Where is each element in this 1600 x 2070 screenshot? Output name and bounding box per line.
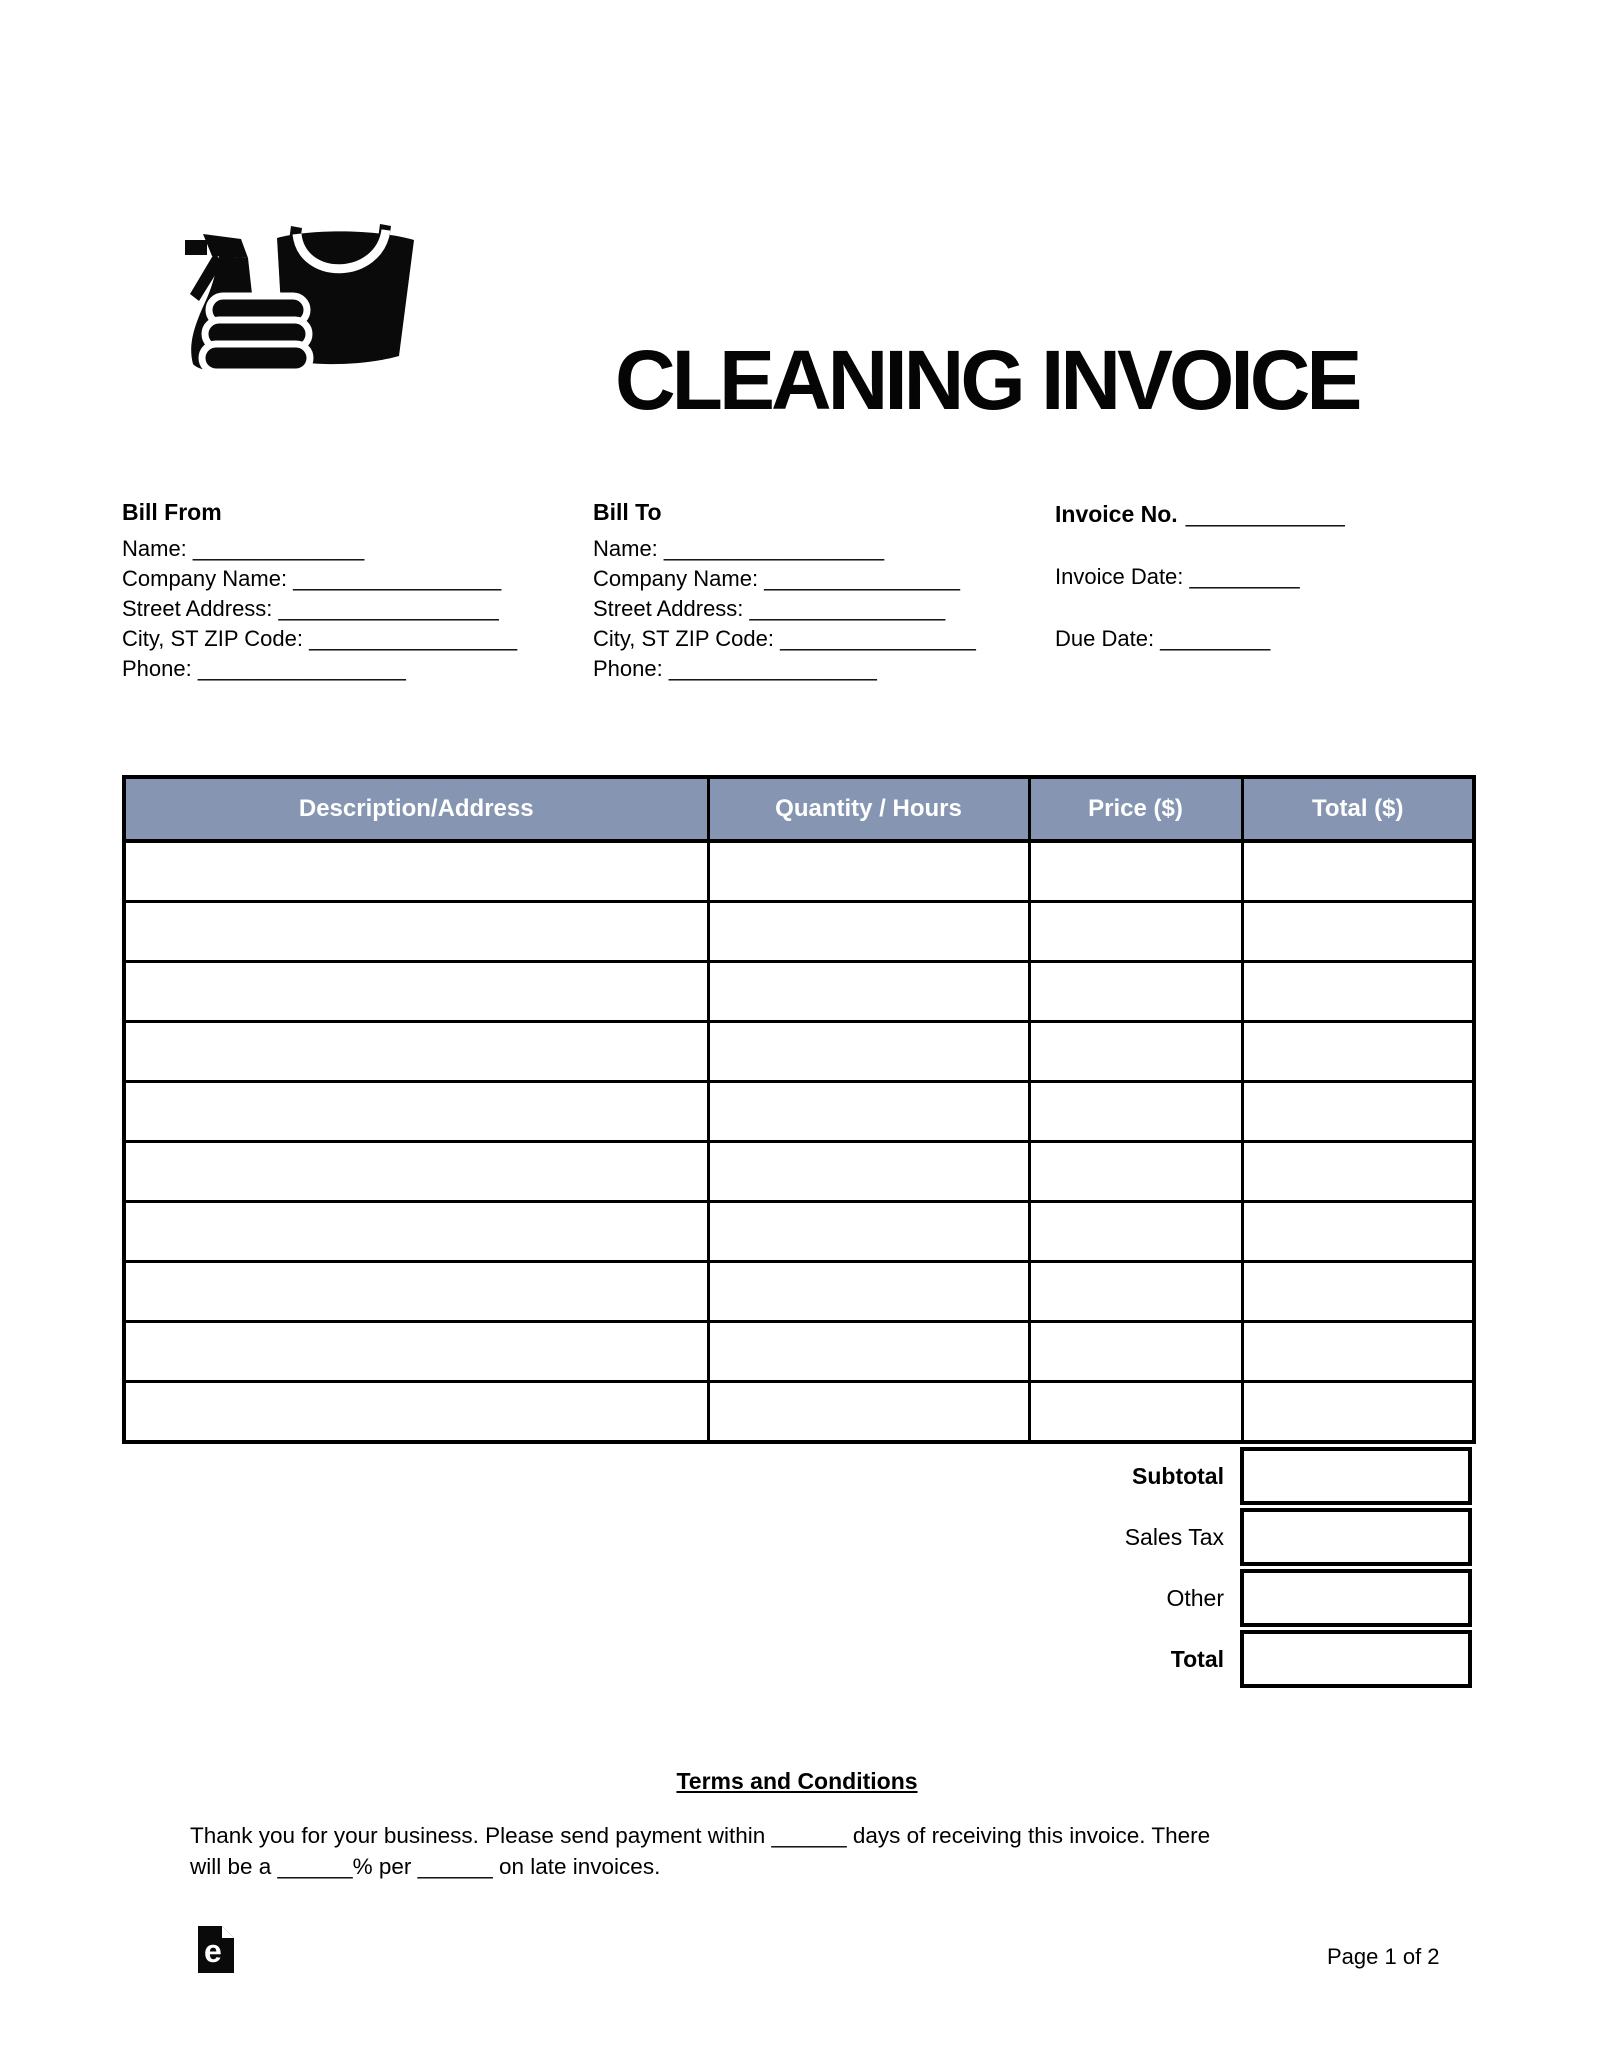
table-row bbox=[124, 1142, 1474, 1202]
table-row bbox=[124, 1322, 1474, 1382]
table-cell[interactable] bbox=[1029, 1202, 1242, 1262]
table-cell[interactable] bbox=[1242, 1382, 1474, 1443]
table-cell[interactable] bbox=[1242, 1262, 1474, 1322]
column-header-price: Price ($) bbox=[1029, 777, 1242, 841]
table-cell[interactable] bbox=[1242, 1142, 1474, 1202]
table-cell[interactable] bbox=[124, 1022, 708, 1082]
table-cell[interactable] bbox=[124, 1322, 708, 1382]
invoice-number-blank: _____________ bbox=[1185, 502, 1345, 527]
sales-tax-row bbox=[122, 1508, 1472, 1566]
column-header-total: Total ($) bbox=[1242, 777, 1474, 841]
subtotal-label: Subtotal bbox=[1132, 1462, 1224, 1489]
spray-head bbox=[203, 234, 248, 258]
bill-from-company-line: Company Name: _________________ bbox=[122, 566, 502, 591]
spray-nozzle bbox=[185, 240, 207, 255]
table-cell[interactable] bbox=[124, 1382, 708, 1443]
invoice-table-body bbox=[124, 841, 1474, 1442]
table-cell[interactable] bbox=[1029, 1082, 1242, 1142]
cleaning-supplies-icon bbox=[185, 224, 417, 372]
bill-to-name-line: Name: __________________ bbox=[593, 536, 885, 561]
table-cell[interactable] bbox=[1029, 902, 1242, 962]
table-cell[interactable] bbox=[708, 962, 1029, 1022]
terms-heading: Terms and Conditions bbox=[676, 1768, 918, 1794]
bill-from-name-line: Name: ______________ bbox=[122, 536, 365, 561]
table-cell[interactable] bbox=[1242, 902, 1474, 962]
due-date-line: Due Date: _________ bbox=[1055, 626, 1271, 651]
table-row bbox=[124, 962, 1474, 1022]
bill-from-city-line: City, ST ZIP Code: _________________ bbox=[122, 626, 518, 651]
subtotal-value-box[interactable] bbox=[1240, 1447, 1472, 1505]
towel-bottom bbox=[202, 344, 310, 372]
total-row bbox=[122, 1630, 1472, 1688]
bill-from-street-line: Street Address: __________________ bbox=[122, 596, 499, 621]
bill-to-company-line: Company Name: ________________ bbox=[593, 566, 960, 591]
table-cell[interactable] bbox=[124, 1082, 708, 1142]
total-label: Total bbox=[1170, 1645, 1224, 1672]
table-row bbox=[124, 1082, 1474, 1142]
table-row bbox=[124, 1382, 1474, 1443]
table-cell[interactable] bbox=[708, 841, 1029, 902]
table-cell[interactable] bbox=[124, 962, 708, 1022]
folded-corner bbox=[222, 1926, 234, 1938]
table-cell[interactable] bbox=[1029, 1262, 1242, 1322]
table-cell[interactable] bbox=[708, 1322, 1029, 1382]
bill-to-city-line: City, ST ZIP Code: ________________ bbox=[593, 626, 976, 651]
sales-tax-value-box[interactable] bbox=[1240, 1508, 1472, 1566]
total-value-box[interactable] bbox=[1240, 1630, 1472, 1688]
bill-from-section bbox=[122, 500, 517, 684]
logo-letter: e bbox=[204, 1933, 222, 1969]
table-row bbox=[124, 902, 1474, 962]
invoice-meta-section bbox=[1055, 500, 1345, 687]
table-row bbox=[124, 841, 1474, 902]
invoice-date-line: Invoice Date: _________ bbox=[1055, 564, 1300, 589]
column-header-quantity: Quantity / Hours bbox=[708, 777, 1029, 841]
bill-to-street-line: Street Address: ________________ bbox=[593, 596, 946, 621]
table-cell[interactable] bbox=[1242, 1022, 1474, 1082]
terms-paragraph bbox=[190, 1820, 1210, 1882]
table-cell[interactable] bbox=[708, 1082, 1029, 1142]
terms-line-1: Thank you for your business. Please send payment within ______ days of receiving this invoice. There bbox=[190, 1823, 1211, 1848]
bill-to-heading: Bill To bbox=[593, 499, 662, 525]
table-cell[interactable] bbox=[1029, 962, 1242, 1022]
column-header-description: Description/Address bbox=[124, 777, 708, 841]
summary-section bbox=[122, 1447, 1472, 1691]
table-row bbox=[124, 1202, 1474, 1262]
bill-from-heading: Bill From bbox=[122, 499, 222, 525]
table-cell[interactable] bbox=[708, 1262, 1029, 1322]
table-cell[interactable] bbox=[708, 1202, 1029, 1262]
table-row bbox=[124, 1262, 1474, 1322]
table-cell[interactable] bbox=[1029, 1022, 1242, 1082]
page-indicator: Page 1 of 2 bbox=[1327, 1944, 1440, 1969]
e-document-logo-icon bbox=[198, 1926, 234, 1973]
bill-to-section bbox=[593, 500, 976, 684]
table-cell[interactable] bbox=[1242, 962, 1474, 1022]
bill-to-phone-line: Phone: _________________ bbox=[593, 656, 877, 681]
table-cell[interactable] bbox=[708, 1382, 1029, 1443]
table-cell[interactable] bbox=[1029, 841, 1242, 902]
table-cell[interactable] bbox=[708, 1142, 1029, 1202]
table-cell[interactable] bbox=[1029, 1322, 1242, 1382]
table-cell[interactable] bbox=[1242, 1082, 1474, 1142]
invoice-table bbox=[122, 775, 1476, 1444]
subtotal-row bbox=[122, 1447, 1472, 1505]
invoice-number-label: Invoice No. bbox=[1055, 501, 1178, 527]
table-cell[interactable] bbox=[1242, 841, 1474, 902]
table-cell[interactable] bbox=[1029, 1142, 1242, 1202]
table-cell[interactable] bbox=[124, 1142, 708, 1202]
table-cell[interactable] bbox=[1242, 1322, 1474, 1382]
table-cell[interactable] bbox=[708, 1022, 1029, 1082]
table-cell[interactable] bbox=[1029, 1382, 1242, 1443]
table-cell[interactable] bbox=[1242, 1202, 1474, 1262]
sales-tax-label: Sales Tax bbox=[1124, 1523, 1224, 1550]
bill-from-phone-line: Phone: _________________ bbox=[122, 656, 406, 681]
table-cell[interactable] bbox=[708, 902, 1029, 962]
table-cell[interactable] bbox=[124, 902, 708, 962]
table-cell[interactable] bbox=[124, 1262, 708, 1322]
table-header-row bbox=[124, 777, 1474, 841]
invoice-number-line bbox=[1055, 500, 1345, 529]
table-row bbox=[124, 1022, 1474, 1082]
page-title: CLEANING INVOICE bbox=[615, 333, 1359, 427]
other-value-box[interactable] bbox=[1240, 1569, 1472, 1627]
table-cell[interactable] bbox=[124, 1202, 708, 1262]
other-row bbox=[122, 1569, 1472, 1627]
other-label: Other bbox=[1166, 1584, 1224, 1611]
table-cell[interactable] bbox=[124, 841, 708, 902]
terms-line-2: will be a ______% per ______ on late invoices. bbox=[190, 1854, 661, 1879]
